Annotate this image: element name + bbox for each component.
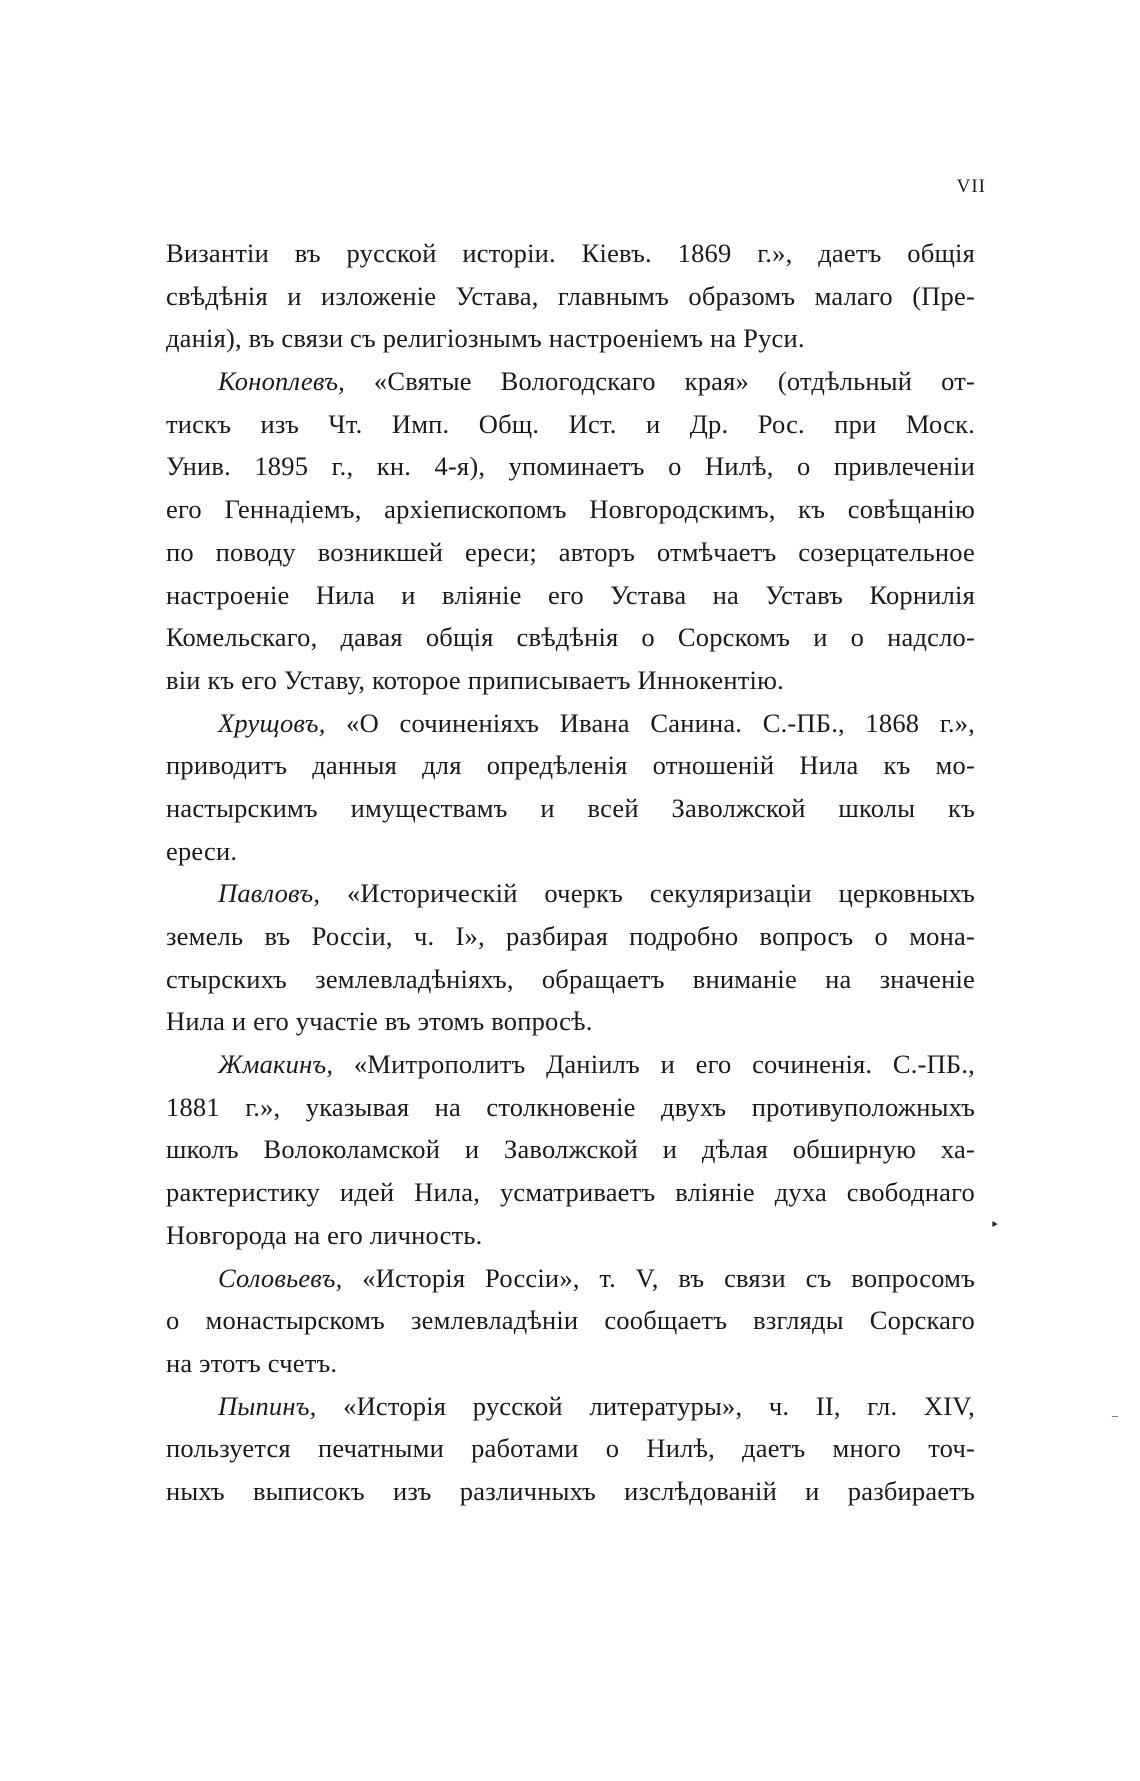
text-fragment: «Историческій очеркъ секуляризаціи церковныхъ xyxy=(320,878,975,909)
text-line xyxy=(166,1043,975,1086)
text-line: данія), въ связи съ религіознымъ настроеніемъ на Руси. xyxy=(166,323,805,354)
paragraph xyxy=(166,1257,975,1385)
text-line: настроеніе Нила и вліяніе его Устава на Уставъ Корнилія xyxy=(166,579,975,610)
paragraph xyxy=(166,1385,975,1513)
text-fragment: «О сочиненіяхъ Ивана Санина. С.-ПБ., 1868 г.», xyxy=(325,707,975,738)
text-line: Нила и его участіе въ этомъ вопросѣ. xyxy=(166,1006,593,1037)
text-line: ныхъ выписокъ изъ различныхъ изслѣдованій и разбираетъ xyxy=(166,1475,975,1506)
paragraph xyxy=(166,360,975,702)
text-line: Византіи въ русской исторіи. Кіевъ. 1869 г.», даетъ общія xyxy=(166,238,975,268)
stray-print-mark: ‣ xyxy=(990,1217,1000,1234)
text-line xyxy=(166,872,975,915)
paragraph xyxy=(166,232,975,360)
text-line: Унив. 1895 г., кн. 4-я), упоминаетъ о Нилѣ, о привлеченіи xyxy=(166,451,975,482)
author-name: Хрущовъ, xyxy=(218,707,326,738)
text-fragment: «Святые Вологодскаго края» (отдѣльный от- xyxy=(345,366,975,397)
text-line xyxy=(166,702,975,745)
paragraph xyxy=(166,1043,975,1256)
text-line xyxy=(166,1257,975,1300)
author-name: Пыпинъ, xyxy=(218,1390,317,1421)
text-line: по поводу возникшей ереси; авторъ отмѣчаетъ созерцательное xyxy=(166,536,975,567)
text-line: школъ Волоколамской и Заволжской и дѣлая обширную ха- xyxy=(166,1134,975,1165)
text-fragment: «Исторія Россіи», т. V, въ связи съ вопросомъ xyxy=(342,1262,975,1293)
text-line: стырскихъ землевладѣніяхъ, обращаетъ вниманіе на значеніе xyxy=(166,963,975,994)
body-text xyxy=(166,232,975,1513)
text-line: віи къ его Уставу, которое приписываетъ Иннокентію. xyxy=(166,664,784,695)
paragraph xyxy=(166,872,975,1043)
text-line: рактеристику идей Нила, усматриваетъ вліяніе духа свободнаго xyxy=(166,1177,975,1208)
author-name: Жмакинъ, xyxy=(218,1049,334,1080)
text-line xyxy=(166,360,975,403)
author-name: Павловъ, xyxy=(218,878,321,909)
text-line: земель въ Россіи, ч. I», разбирая подробно вопросъ о мона- xyxy=(166,921,975,951)
text-line xyxy=(166,1385,975,1428)
text-line: Новгорода на его личность. xyxy=(166,1219,483,1250)
text-fragment: «Митрополитъ Даніилъ и его сочиненія. С.-ПБ., xyxy=(333,1049,975,1080)
text-line: ереси. xyxy=(166,835,238,866)
author-name: Коноплевъ, xyxy=(218,366,345,397)
text-line: на этотъ счетъ. xyxy=(166,1347,338,1378)
text-line: 1881 г.», указывая на столкновеніе двухъ противуположныхъ xyxy=(166,1091,975,1122)
paragraph xyxy=(166,702,975,873)
text-line: Комельскаго, давая общія свѣдѣнія о Сорскомъ и о надсло- xyxy=(166,622,975,653)
text-line: свѣдѣнія и изложеніе Устава, главнымъ образомъ малаго (Пре- xyxy=(166,280,975,311)
text-line: пользуется печатными работами о Нилѣ, даетъ много точ- xyxy=(166,1433,975,1464)
text-line: приводитъ данныя для опредѣленія отношеній Нила къ мо- xyxy=(166,750,975,781)
text-line: тискъ изъ Чт. Имп. Общ. Ист. и Др. Рос. при Моск. xyxy=(166,408,975,439)
text-fragment: «Исторія русской литературы», ч. II, гл. XIV, xyxy=(316,1390,975,1421)
page-number: VII xyxy=(956,176,986,197)
stray-print-mark: – xyxy=(1112,1408,1118,1422)
author-name: Соловьевъ, xyxy=(218,1262,343,1293)
text-line: о монастырскомъ землевладѣніи сообщаетъ взгляды Сорскаго xyxy=(166,1305,975,1336)
text-line: настырскимъ имуществамъ и всей Заволжской школы къ xyxy=(166,792,975,823)
text-line: его Геннадіемъ, архіепископомъ Новгородскимъ, къ совѣщанію xyxy=(166,494,975,525)
